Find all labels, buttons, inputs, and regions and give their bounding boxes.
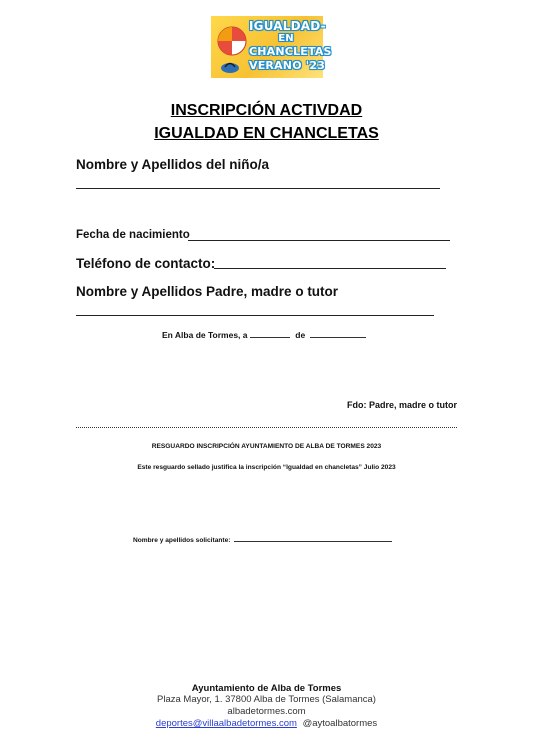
flip-flop-icon bbox=[219, 58, 241, 74]
event-logo bbox=[211, 16, 332, 78]
beach-ball-icon bbox=[217, 26, 247, 56]
page-title-line-2: IGUALDAD EN CHANCLETAS bbox=[154, 125, 379, 142]
applicant-field[interactable] bbox=[234, 541, 392, 542]
receipt-text: Este resguardo sellado justifica la inscripción “Igualdad en chancletas” Julio 2023 bbox=[137, 464, 396, 471]
applicant-row bbox=[133, 537, 392, 544]
logo-line-4: VERANO '23 bbox=[249, 59, 326, 72]
logo-line-3: CHANCLETAS bbox=[249, 45, 332, 58]
logo-line-1: IGUALDAD- bbox=[249, 19, 326, 33]
phone-label: Teléfono de contacto: bbox=[76, 256, 216, 271]
place-de: de bbox=[295, 330, 306, 340]
footer-social[interactable]: @aytoalbatormes bbox=[302, 718, 378, 729]
receipt-title: RESGUARDO INSCRIPCIÓN AYUNTAMIENTO DE ALBA DE TORMES 2023 bbox=[151, 443, 382, 450]
parent-name-label: Nombre y Apellidos Padre, madre o tutor bbox=[76, 284, 339, 299]
birthdate-label: Fecha de nacimiento bbox=[76, 229, 190, 241]
footer-org-name: Ayuntamiento de Alba de Tormes bbox=[191, 683, 342, 694]
footer-contact-row bbox=[0, 718, 533, 730]
place-date-line bbox=[162, 330, 366, 340]
child-name-field[interactable] bbox=[76, 188, 440, 189]
month-field[interactable] bbox=[310, 337, 366, 338]
signature-label: Fdo: Padre, madre o tutor bbox=[346, 400, 457, 410]
footer-website[interactable]: albadetormes.com bbox=[227, 706, 306, 717]
day-field[interactable] bbox=[250, 337, 290, 338]
child-name-label: Nombre y Apellidos del niño/a bbox=[76, 157, 270, 172]
page-title-line-1: INSCRIPCIÓN ACTIVDAD bbox=[170, 102, 363, 119]
phone-field[interactable] bbox=[214, 268, 446, 269]
logo-line-2: EN bbox=[278, 33, 294, 44]
place-prefix: En Alba de Tormes, a bbox=[162, 330, 248, 340]
applicant-label: Nombre y apellidos solicitante: bbox=[133, 537, 231, 544]
cut-line bbox=[76, 427, 457, 428]
parent-name-field[interactable] bbox=[76, 315, 434, 316]
footer-address: Plaza Mayor, 1. 37800 Alba de Tormes (Salamanca) bbox=[157, 694, 376, 705]
birthdate-field[interactable] bbox=[188, 240, 450, 241]
footer-email-link[interactable]: deportes@villaalbadetormes.com bbox=[155, 718, 297, 729]
